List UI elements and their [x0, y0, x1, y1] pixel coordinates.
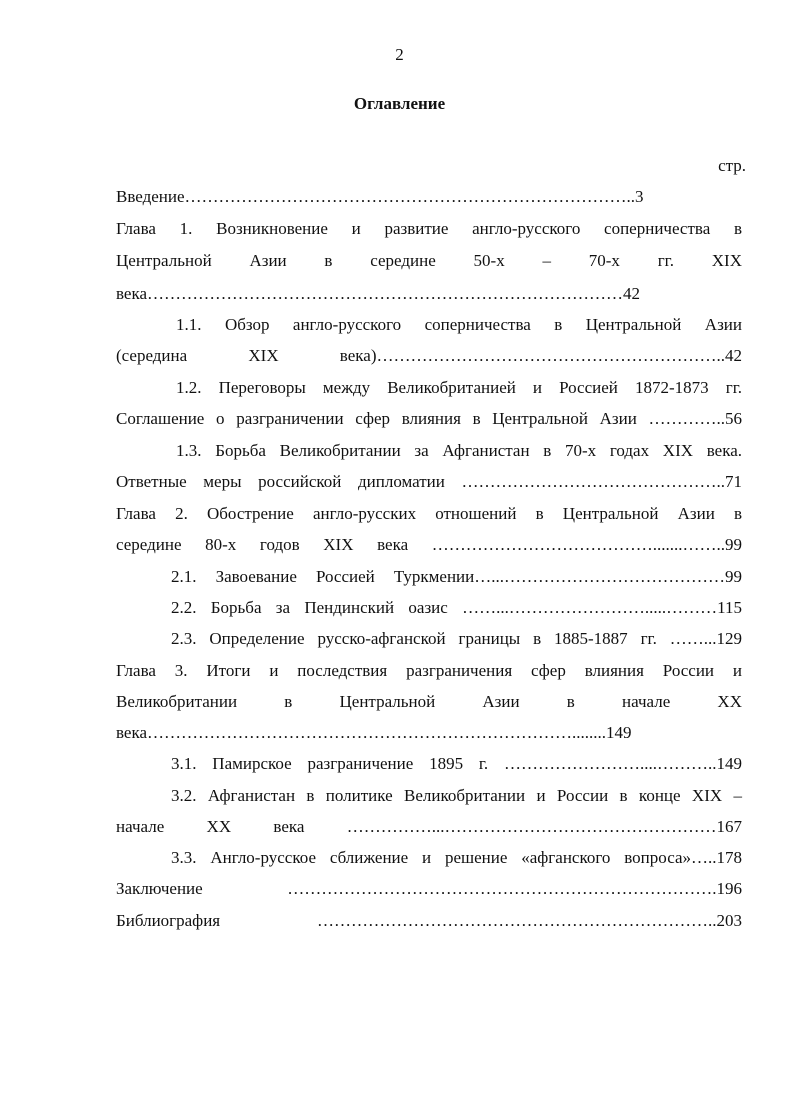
toc-entry-section-3-2-line-2: начале XX века ……………...…………………………………………167 [116, 817, 742, 836]
toc-entry-section-1-1-line-2: (середина XIX века)……………………………………………………..42 [116, 346, 742, 365]
toc-entry-chapter-1-line-3: века…………………………………………………………………………42 [116, 284, 641, 303]
toc-entry-section-2-1: 2.1. Завоевание Россией Туркмении…...…………………………………99 [171, 567, 742, 586]
toc-entry-section-3-3: 3.3. Англо-русское сближение и решение «афганского вопроса»…..178 [171, 848, 742, 867]
page-column-label: стр. [718, 156, 746, 175]
toc-entry-bibliography: Библиография ……………………………………………………………..203 [116, 911, 742, 930]
page-title: Оглавление [353, 94, 446, 113]
toc-entry-chapter-2-line-1: Глава 2. Обострение англо-русских отношений в Центральной Азии в [116, 504, 742, 523]
toc-entry-section-2-3: 2.3. Определение русско-афганской границы в 1885-1887 гг. ……...129 [171, 629, 742, 648]
toc-entry-section-2-2: 2.2. Борьба за Пендинский оазис ……...…………………….....………115 [171, 598, 742, 617]
toc-entry-section-1-2-line-2: Соглашение о разграничении сфер влияния в Центральной Азии …………..56 [116, 409, 742, 428]
toc-entry-section-1-2-line-1: 1.2. Переговоры между Великобританией и Россией 1872-1873 гг. [176, 378, 742, 397]
toc-entry-section-3-1: 3.1. Памирское разграничение 1895 г. ……………………....………..149 [171, 754, 742, 773]
toc-entry-section-1-1-line-1: 1.1. Обзор англо-русского соперничества в Центральной Азии [176, 315, 742, 334]
toc-entry-chapter-2-line-2: середине 80-х годов XIX века ………………………………….......……..99 [116, 535, 742, 554]
toc-entry-chapter-1-line-2: Центральной Азии в середине 50-х – 70-х гг. XIX [116, 251, 742, 270]
toc-entry-section-1-3-line-2: Ответные меры российской дипломатии ………………………………………..71 [116, 472, 742, 491]
toc-entry-section-1-3-line-1: 1.3. Борьба Великобритании за Афганистан в 70-х годах XIX века. [176, 441, 742, 460]
toc-entry-chapter-3-line-1: Глава 3. Итоги и последствия разграничения сфер влияния России и [116, 661, 742, 680]
toc-entry-section-3-2-line-1: 3.2. Афганистан в политике Великобритании и России в конце XIX – [171, 786, 742, 805]
toc-entry-conclusion: Заключение ………………………………………………………………….196 [116, 879, 742, 898]
toc-entry-chapter-3-line-2: Великобритании в Центральной Азии в начале XX [116, 692, 742, 711]
page-number: 2 [395, 45, 404, 64]
toc-entry-introduction: Введение……………………………………………………………………..3 [116, 187, 644, 206]
toc-entry-chapter-1-line-1: Глава 1. Возникновение и развитие англо-русского соперничества в [116, 219, 742, 238]
toc-entry-chapter-3-line-3: века…………………………………………………………………........149 [116, 723, 632, 742]
